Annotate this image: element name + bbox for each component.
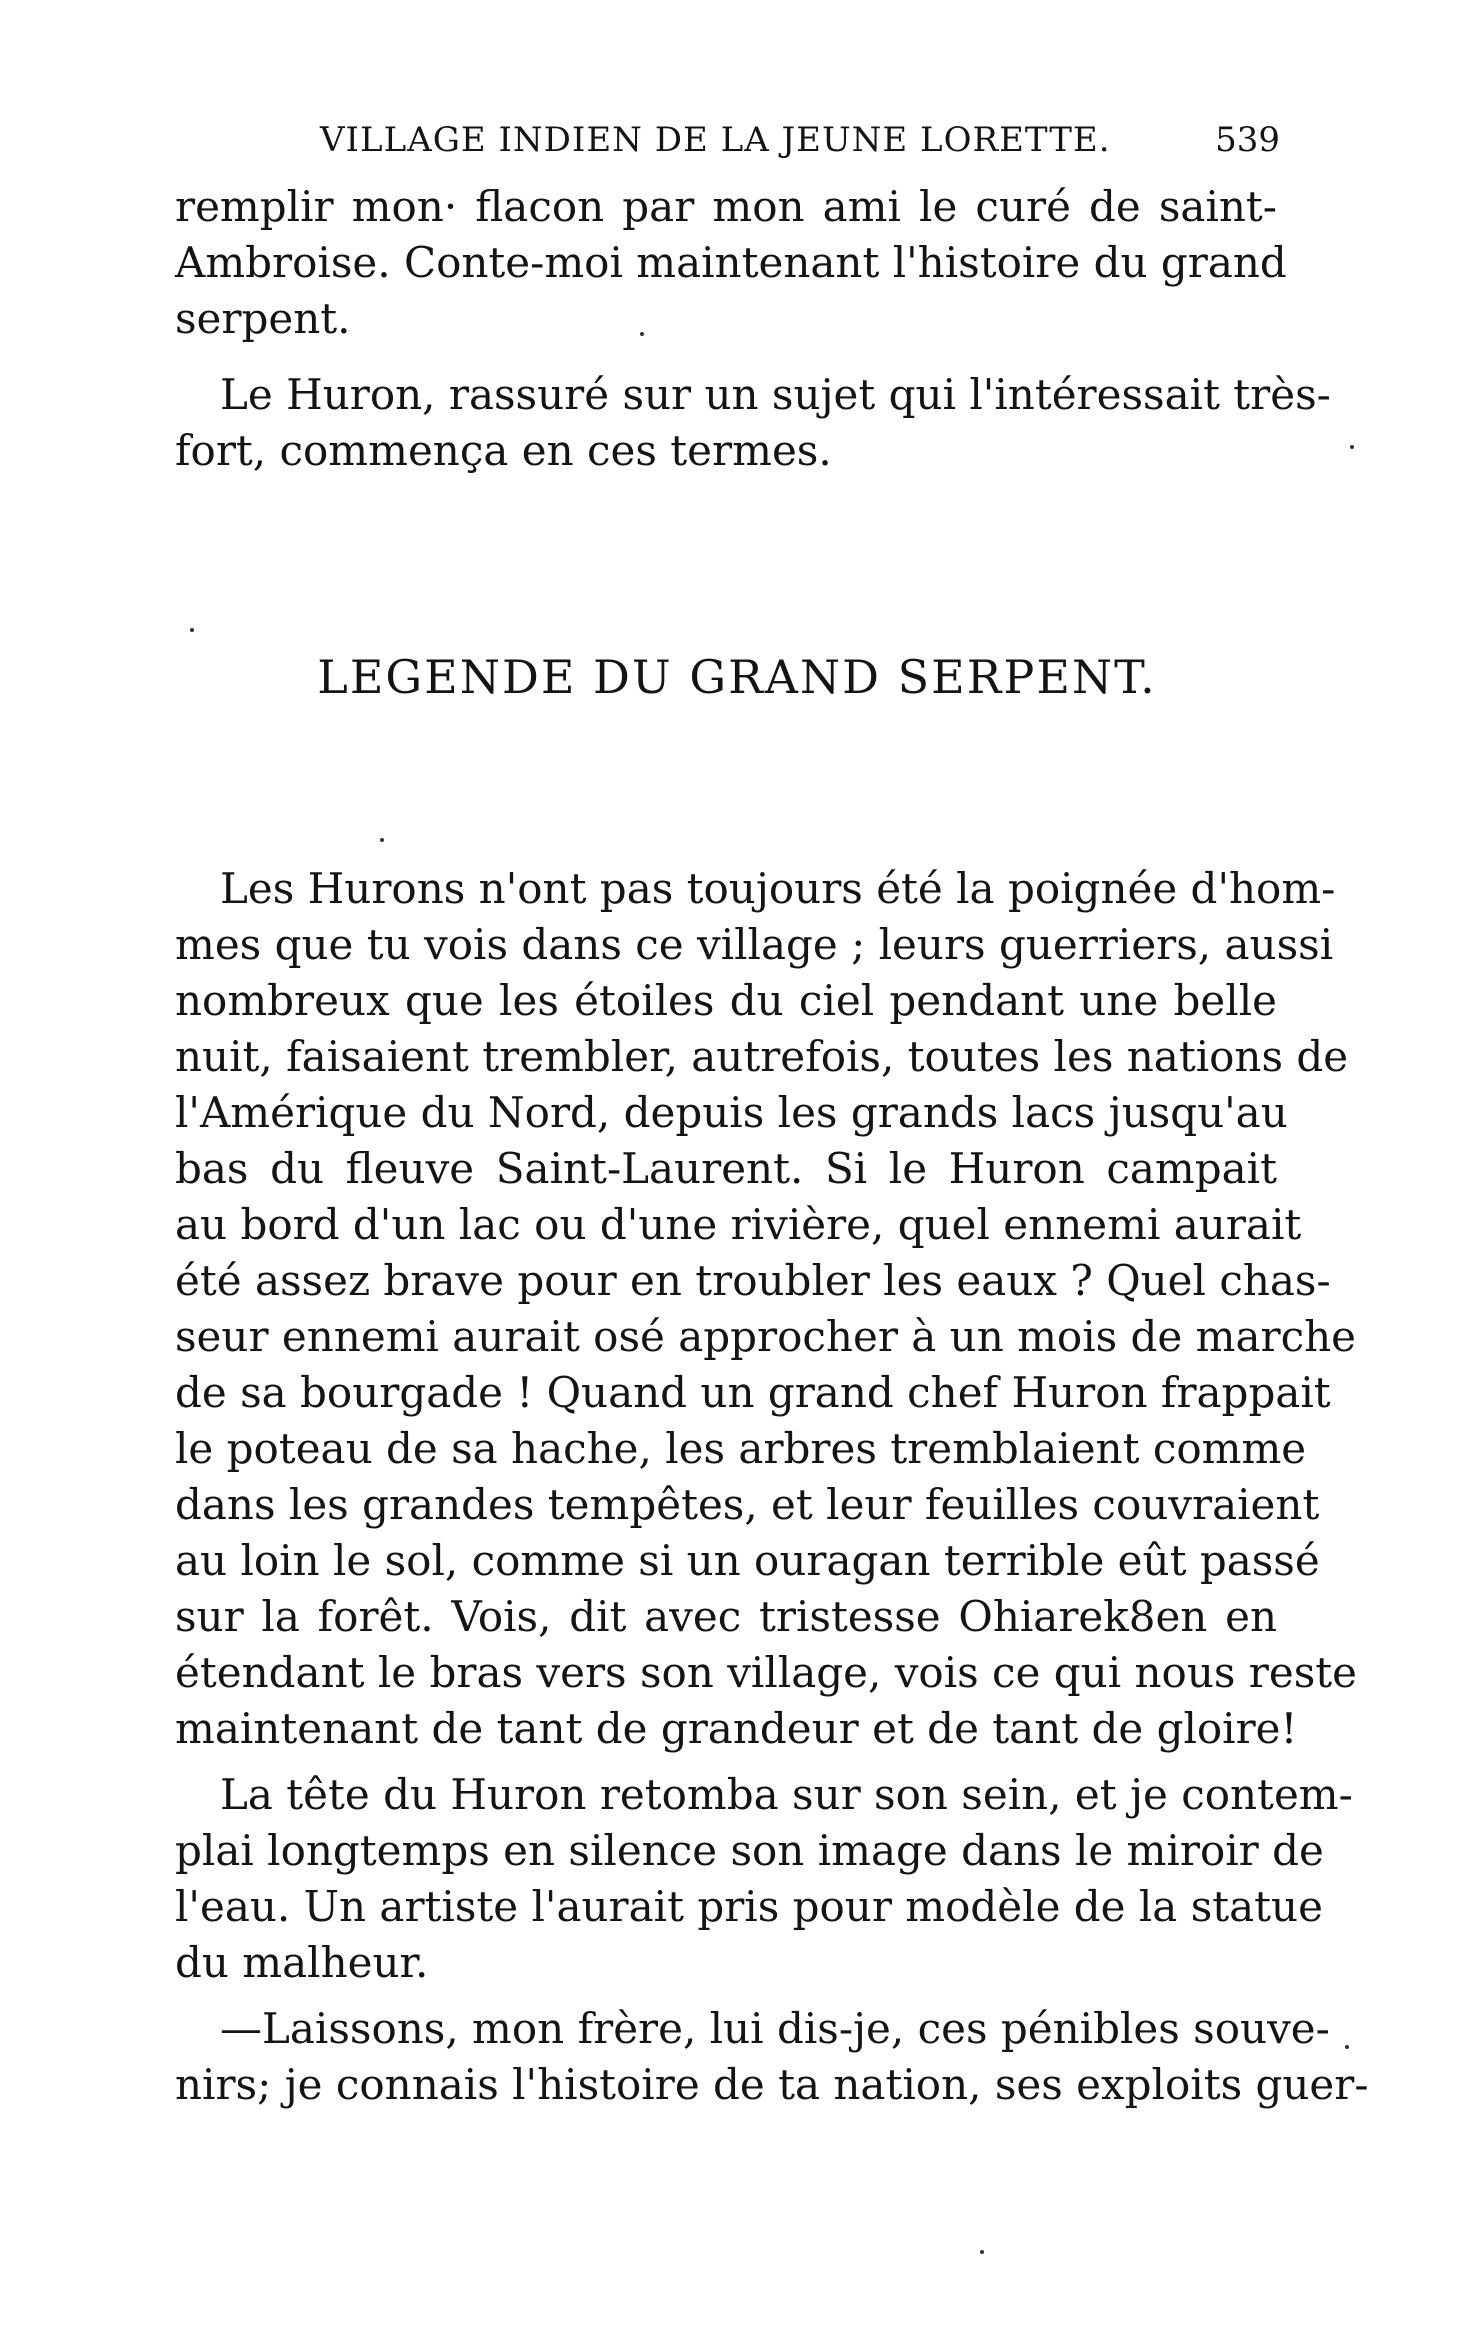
page-number: 539 bbox=[1215, 120, 1280, 160]
text-line: étendant le bras vers son village, vois ce qui nous reste bbox=[175, 1648, 1358, 1697]
text-line: l'eau. Un artiste l'aurait pris pour modèle de la statue bbox=[175, 1882, 1323, 1931]
text-line: plai longtemps en silence son image dans le miroir de bbox=[175, 1826, 1324, 1875]
text-line: La tête du Huron retomba sur son sein, et je contem- bbox=[220, 1770, 1353, 1819]
text-line: —Laissons, mon frère, lui dis-je, ces pénibles souve- bbox=[220, 2004, 1330, 2053]
text-line: Le Huron, rassuré sur un sujet qui l'intéressait très- bbox=[220, 370, 1331, 419]
running-title: VILLAGE INDIEN DE LA JEUNE LORETTE. bbox=[320, 120, 1111, 160]
scan-speck bbox=[380, 838, 384, 842]
text-line: maintenant de tant de grandeur et de tant de gloire! bbox=[175, 1704, 1298, 1753]
section-heading: LEGENDE DU GRAND SERPENT. bbox=[317, 650, 1157, 704]
text-line: nombreux que les étoiles du ciel pendant une belle bbox=[175, 976, 1277, 1025]
text-line: l'Amérique du Nord, depuis les grands lacs jusqu'au bbox=[175, 1088, 1288, 1137]
text-line: fort, commença en ces termes. bbox=[175, 426, 832, 475]
text-line: été assez brave pour en troubler les eaux ? Quel chas- bbox=[175, 1256, 1331, 1305]
text-line: le poteau de sa hache, les arbres tremblaient comme bbox=[175, 1424, 1307, 1473]
scan-speck bbox=[1345, 2045, 1349, 2049]
text-line: nuit, faisaient trembler, autrefois, toutes les nations de bbox=[175, 1032, 1349, 1081]
scan-speck bbox=[1350, 445, 1354, 449]
running-head bbox=[170, 120, 1280, 170]
text-line: de sa bourgade ! Quand un grand chef Huron frappait bbox=[175, 1368, 1331, 1417]
text-line: au bord d'un lac ou d'une rivière, quel ennemi aurait bbox=[175, 1200, 1302, 1249]
text-line: mes que tu vois dans ce village ; leurs guerriers, aussi bbox=[175, 920, 1334, 969]
text-line: nirs; je connais l'histoire de ta nation, ses exploits guer- bbox=[175, 2060, 1369, 2109]
text-line: dans les grandes tempêtes, et leur feuilles couvraient bbox=[175, 1480, 1320, 1529]
text-line: remplir mon· flacon par mon ami le curé de saint- bbox=[175, 182, 1277, 231]
text-line: au loin le sol, comme si un ouragan terrible eût passé bbox=[175, 1536, 1320, 1585]
text-line: Ambroise. Conte-moi maintenant l'histoire du grand bbox=[175, 238, 1287, 287]
text-line: serpent. bbox=[175, 294, 351, 343]
scan-speck bbox=[980, 2250, 984, 2254]
text-line: seur ennemi aurait osé approcher à un mois de marche bbox=[175, 1312, 1357, 1361]
text-line: du malheur. bbox=[175, 1938, 429, 1987]
text-line: Les Hurons n'ont pas toujours été la poignée d'hom- bbox=[220, 864, 1336, 913]
scan-speck bbox=[190, 628, 194, 632]
text-line: sur la forêt. Vois, dit avec tristesse Ohiarek8en en bbox=[175, 1592, 1277, 1641]
text-line: bas du fleuve Saint-Laurent. Si le Huron campait bbox=[175, 1144, 1277, 1193]
scan-speck bbox=[640, 332, 644, 336]
